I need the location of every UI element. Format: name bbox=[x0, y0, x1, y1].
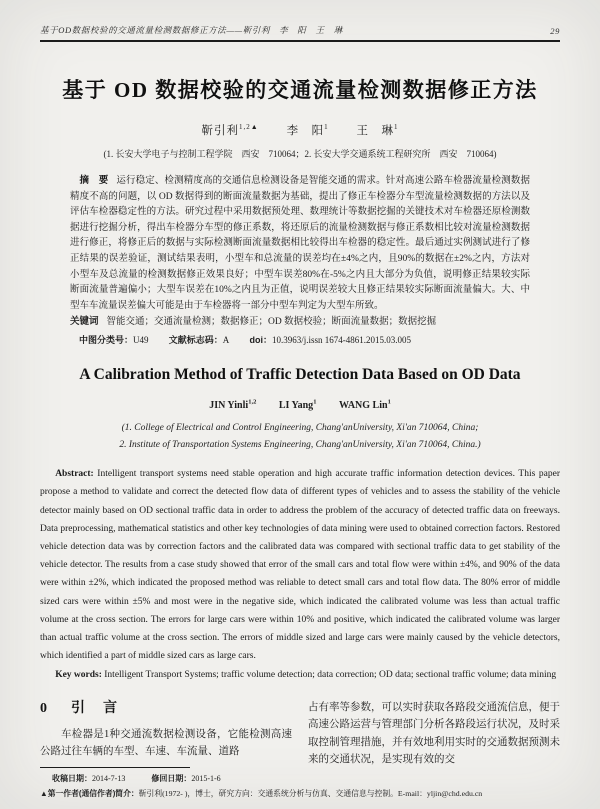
author-bio-text: 靳引利(1972- )，博士，研究方向：交通系统分析与仿真、交通信息与控制。E-mail：yljin@chd.edu.cn bbox=[138, 789, 483, 798]
author-cn bbox=[356, 125, 398, 137]
received-date-value: 2014-7-13 bbox=[92, 774, 126, 783]
author-cn-name: 靳引利 bbox=[201, 125, 240, 137]
keywords-en-label: Key words: bbox=[55, 669, 102, 680]
footnote-author-bio bbox=[40, 788, 560, 799]
section-0-paragraph-right: 占有率等参数，可以实时获取各路段交通流信息，便于高速公路运营与管理部门分析各路段运行状况，及时采取控制管理措施，并有效地利用实时的交通数据预测未来的交通状况，是实现有效的交 bbox=[308, 701, 560, 766]
author-en-name: WANG Lin bbox=[338, 400, 388, 412]
keywords-cn-label: 关键词 bbox=[70, 316, 99, 328]
author-en bbox=[209, 400, 256, 411]
author-cn-sup: 1,2▲ bbox=[239, 123, 259, 132]
author-en-name: JIN Yinli bbox=[209, 400, 249, 412]
running-head bbox=[40, 24, 560, 36]
author-en-sup: 1 bbox=[387, 398, 391, 406]
abstract-cn bbox=[70, 173, 530, 314]
clc-number: 中图分类号：U49 bbox=[79, 334, 149, 345]
footnote-dates bbox=[52, 773, 560, 784]
left-column bbox=[40, 697, 292, 769]
doi: doi：10.3963/j.issn 1674-4861.2015.03.005 bbox=[249, 334, 412, 345]
abstract-en-label: Abstract: bbox=[55, 469, 94, 480]
author-en-sup: 1 bbox=[313, 398, 317, 406]
running-head-title: 基于OD数据校验的交通流量检测数据修正方法——靳引利 李 阳 王 琳 bbox=[40, 25, 343, 35]
author-en-name: LI Yang bbox=[278, 400, 314, 412]
paper-title-en: A Calibration Method of Traffic Detection Data Based on OD Data bbox=[79, 365, 521, 383]
author-en bbox=[339, 400, 391, 411]
document-code: 文献标志码：A bbox=[168, 334, 230, 345]
header-rule bbox=[40, 40, 560, 42]
footnote-rule bbox=[40, 767, 190, 769]
affiliation-en-line1: (1. College of Electrical and Control Engineering, Chang'anUniversity, Xi'an 710064, China; bbox=[121, 423, 479, 434]
right-column bbox=[308, 697, 560, 769]
two-column-body bbox=[40, 697, 560, 769]
abstract-en bbox=[40, 465, 560, 665]
keywords-en-text: Intelligent Transport Systems; traffic volume detection; data correction; OD data; sectional traffic volume; data mining bbox=[104, 669, 557, 680]
abstract-cn-label: 摘 要 bbox=[79, 175, 109, 186]
chinese-abstract-block bbox=[70, 173, 530, 346]
revised-date-value: 2015-1-6 bbox=[191, 774, 221, 783]
affiliation-en-line2: 2. Institute of Transportation Systems Engineering, Chang'anUniversity, Xi'an 710064, China.) bbox=[119, 440, 481, 451]
author-cn-sup: 1 bbox=[324, 123, 329, 132]
received-date-label: 收稿日期： bbox=[52, 774, 92, 783]
author-cn bbox=[287, 125, 329, 137]
section-0-number: 0 bbox=[40, 700, 49, 716]
meta-line bbox=[70, 333, 530, 346]
section-0-paragraph-left: 车检器是1种交通流数据检测设备，它能检测高速公路过往车辆的车型、车速、车流量、道路 bbox=[40, 728, 292, 758]
authors-cn bbox=[40, 122, 560, 138]
abstract-en-text: Intelligent transport systems need stable operation and high accurate traffic information detection devices. This paper propose a method to validate and correct the detected flow data of different types of vehicles and to assess the stability of the vehicle detector mainly based on OD sectional traffic data in order to address the problem of the accuracy of detected traffic data on freeways. Data preprocessing, mathematical statistics and other key technologies of data mining were used to obtained correction factors. Restored vehicle detection data was by correction factors and the calibrated data was compared with sectional traffic data to get stability of the vehicle detector. The results from a case study showed that error of the small cars and total flow were within ±4%, and 90% of the data were within ±2%, which indicated the proposed method was reliable to detect small cars and total flow data. The 80% error of middle sized cars were within ±5% and most were in the negative side, which indicated the calibrated volume was less than actual traffic volume at the cross section. The errors for large cars were within 10% and positive, which indicated the calibrated volume was larger than actual traffic volume at the cross section. The errors of middle sized and large cars were mainly caused by the vehicle detectors, which identified a part of middle sized cars as large cars. bbox=[40, 469, 560, 662]
affiliation-en bbox=[40, 420, 560, 454]
authors-en bbox=[40, 399, 560, 411]
author-cn-name: 李 阳 bbox=[286, 125, 325, 137]
author-bio-label: ▲第一作者(通信作者)简介： bbox=[40, 789, 139, 798]
keywords-cn bbox=[70, 314, 530, 331]
author-cn-name: 王 琳 bbox=[356, 125, 394, 137]
section-0-title: 引 言 bbox=[71, 700, 119, 716]
affiliation-cn: (1. 长安大学电子与控制工程学院 西安 710064；2. 长安大学交通系统工程研究所 西安 710064) bbox=[103, 149, 497, 159]
author-en-sup: 1,2 bbox=[248, 398, 257, 406]
footnote bbox=[40, 767, 560, 800]
author-cn-sup: 1 bbox=[393, 123, 399, 132]
revised-date-label: 修回日期： bbox=[151, 774, 192, 783]
author-cn bbox=[202, 125, 259, 137]
keywords-cn-text: 智能交通；交通流量检测；数据修正；OD 数据校验；断面流量数据；数据挖掘 bbox=[106, 317, 437, 328]
paper-title-cn: 基于 OD 数据校验的交通流量检测数据修正方法 bbox=[62, 78, 538, 102]
page-number: 29 bbox=[550, 26, 560, 36]
keywords-en bbox=[40, 666, 560, 684]
section-0-heading bbox=[40, 697, 292, 717]
author-en bbox=[279, 400, 317, 411]
abstract-cn-text: 运行稳定、检测精度高的交通信息检测设备是智能交通的需求。针对高速公路车检器流量检测数据精度不高的问题，以 OD 数据得到的断面流量数据为基础，提出了修正车检器分车型流量检测数据的方法以及评估车检器稳定性的方法。研究过程中采用数据预处理、数理统计等数据挖掘的关键技术对车检器还原检测数据进行挖掘分析，得出车检器分车型的修正系数，将还原后的流量检测数据与修正系数相比较对流量检测数据进行修正，将修正后的数据与实际检测断面流量数据相比较得出车检器的稳定性。最后通过实例测试进行了修正结果的误差验证，测试结果表明，小型车和总流量的误差均在±4%之内，且90%的数据在±2%之内，方法对小型车及总流量的检测数据修正效果良好；中型车误差80%在-5%之内且大部分为负值，说明修正结果较实际断面流量普遍偏小；大型车误差在10%之内且为正值，说明误差较大且修正结果较实际断面流量偏大。大、中型车车流量误差偏大可能是由于车检器将一部分中型车判定为大型车所致。 bbox=[70, 176, 530, 311]
